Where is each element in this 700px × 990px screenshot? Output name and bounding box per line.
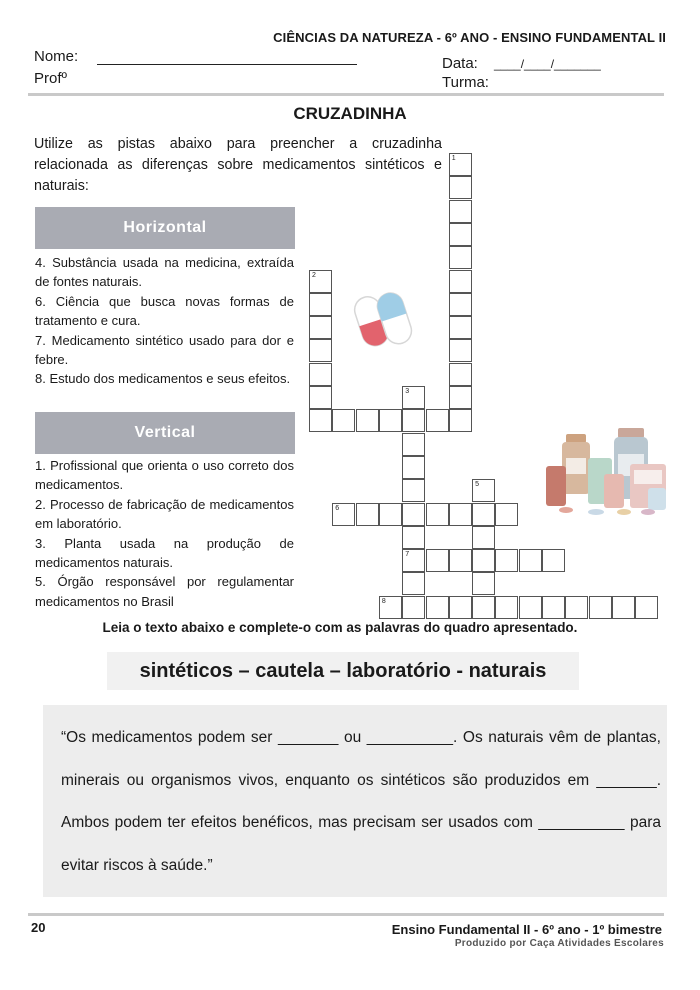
crossword-cell[interactable] (402, 503, 425, 526)
name-label: Nome: (34, 48, 79, 65)
crossword-cell[interactable] (472, 572, 495, 595)
footer-level: Ensino Fundamental II - 6º ano - 1º bimestre (391, 922, 662, 937)
crossword-cell[interactable] (519, 596, 542, 619)
clue-v2: 2. Processo de fabricação de medicamentos em laboratório. (35, 496, 294, 532)
date-field[interactable]: ____/____/_______ (494, 57, 601, 71)
crossword-cell[interactable] (449, 503, 472, 526)
clue-h8: 8. Estudo dos medicamentos e seus efeitos. (35, 371, 291, 387)
crossword-cell[interactable] (309, 409, 332, 432)
class-label: Turma: (442, 74, 489, 91)
crossword-cell[interactable] (426, 596, 449, 619)
crossword-cell[interactable] (472, 526, 495, 549)
crossword-cell[interactable] (635, 596, 658, 619)
crossword-cell[interactable] (472, 549, 495, 572)
crossword-cell[interactable] (542, 549, 565, 572)
crossword-cell[interactable] (449, 246, 472, 269)
fill-text-box (43, 705, 667, 897)
crossword-cell[interactable] (402, 549, 425, 572)
crossword-cell[interactable] (402, 409, 425, 432)
crossword-cell[interactable] (495, 549, 518, 572)
crossword-cell[interactable] (309, 363, 332, 386)
medicine-bottles-icon (544, 424, 670, 516)
vertical-clues (35, 456, 294, 611)
crossword-cell[interactable] (356, 409, 379, 432)
crossword-cell[interactable] (449, 386, 472, 409)
page-number: 20 (31, 920, 46, 935)
crossword-cell[interactable] (449, 409, 472, 432)
subject-header: CIÊNCIAS DA NATUREZA - 6º ANO - ENSINO FUNDAMENTAL II (273, 30, 666, 45)
clue-h7: 7. Medicamento sintético usado para dor e febre. (35, 332, 294, 368)
crossword-cell[interactable] (472, 479, 495, 502)
crossword-number: 3 (405, 388, 410, 395)
crossword-cell[interactable] (402, 386, 425, 409)
crossword-cell[interactable] (402, 526, 425, 549)
crossword-cell[interactable] (472, 503, 495, 526)
fill-text: “Os medicamentos podem ser _______ ou __________. Os naturais vêm de plantas, minerais ou organismos vivos, enquanto os sintéticos são produzidos em _______. Ambos podem ter efeitos benéficos, mas precisam ser usados com __________ para evitar riscos à saúde.” (61, 729, 661, 874)
crossword-number: 7 (405, 551, 410, 559)
clue-v5: 5. Órgão responsável por regulamentar medicamentos no Brasil (35, 574, 294, 609)
footer-credit: Produzido por Caça Atividades Escolares (454, 938, 664, 949)
header-divider (28, 93, 664, 96)
footer-divider (28, 913, 664, 916)
crossword-cell[interactable] (379, 409, 402, 432)
crossword-cell[interactable] (449, 549, 472, 572)
crossword-cell[interactable] (402, 596, 425, 619)
crossword-cell[interactable] (426, 409, 449, 432)
crossword-cell[interactable] (379, 596, 402, 619)
crossword-cell[interactable] (449, 200, 472, 223)
crossword-cell[interactable] (519, 549, 542, 572)
capsule-icon (352, 290, 414, 356)
crossword-cell[interactable] (589, 596, 612, 619)
crossword-cell[interactable] (332, 409, 355, 432)
crossword-cell[interactable] (542, 596, 565, 619)
crossword-cell[interactable] (472, 596, 495, 619)
crossword-cell[interactable] (379, 503, 402, 526)
crossword-cell[interactable] (309, 339, 332, 362)
crossword-cell[interactable] (402, 456, 425, 479)
crossword-number: 6 (335, 504, 340, 512)
crossword-number: 8 (381, 597, 386, 605)
crossword-cell[interactable] (309, 386, 332, 409)
crossword-cell[interactable] (449, 363, 472, 386)
crossword-cell[interactable] (402, 479, 425, 502)
crossword-cell[interactable] (402, 433, 425, 456)
crossword-cell[interactable] (449, 316, 472, 339)
crossword-cell[interactable] (309, 270, 332, 293)
crossword-cell[interactable] (332, 503, 355, 526)
crossword-cell[interactable] (495, 596, 518, 619)
crossword-cell[interactable] (426, 503, 449, 526)
date-label: Data: (442, 55, 478, 72)
intro-text: Utilize as pistas abaixo para preencher a cruzadinha relacionada as diferenças sobre medicamentos sintéticos e naturais: (34, 136, 442, 194)
clue-h6: 6. Ciência que busca novas formas de tratamento e cura. (35, 293, 294, 329)
crossword-cell[interactable] (449, 270, 472, 293)
crossword-cell[interactable] (426, 549, 449, 572)
teacher-label: Profº (34, 70, 67, 87)
crossword-number: 2 (312, 271, 316, 279)
crossword-cell[interactable] (449, 596, 472, 619)
crossword-cell[interactable] (309, 293, 332, 316)
crossword-cell[interactable] (449, 223, 472, 246)
crossword-number: 1 (451, 155, 456, 162)
crossword-cell[interactable] (309, 316, 332, 339)
clue-v3: 3. Planta usada na produção de medicamentos naturais. (35, 535, 294, 571)
crossword-cell[interactable] (356, 503, 379, 526)
name-field[interactable] (97, 50, 357, 65)
crossword-cell[interactable] (402, 572, 425, 595)
crossword-cell[interactable] (612, 596, 635, 619)
horizontal-clues (35, 253, 294, 389)
crossword-cell[interactable] (495, 503, 518, 526)
crossword-cell[interactable] (565, 596, 588, 619)
word-bank: sintéticos – cautela – laboratório - naturais (107, 652, 579, 690)
clue-v1: 1. Profissional que orienta o uso correto dos medicamentos. (35, 458, 294, 493)
horizontal-heading: Horizontal (35, 207, 295, 249)
crossword-cell[interactable] (449, 293, 472, 316)
crossword-cell[interactable] (449, 153, 472, 176)
crossword-number: 5 (475, 481, 479, 489)
clue-h4: 4. Substância usada na medicina, extraída de fontes naturais. (35, 255, 294, 290)
crossword-cell[interactable] (449, 339, 472, 362)
exercise-instruction: Leia o texto abaixo e complete-o com as palavras do quadro apresentado. (102, 620, 578, 635)
vertical-heading: Vertical (35, 412, 295, 454)
page-title: CRUZADINHA (293, 104, 407, 123)
crossword-cell[interactable] (449, 176, 472, 199)
